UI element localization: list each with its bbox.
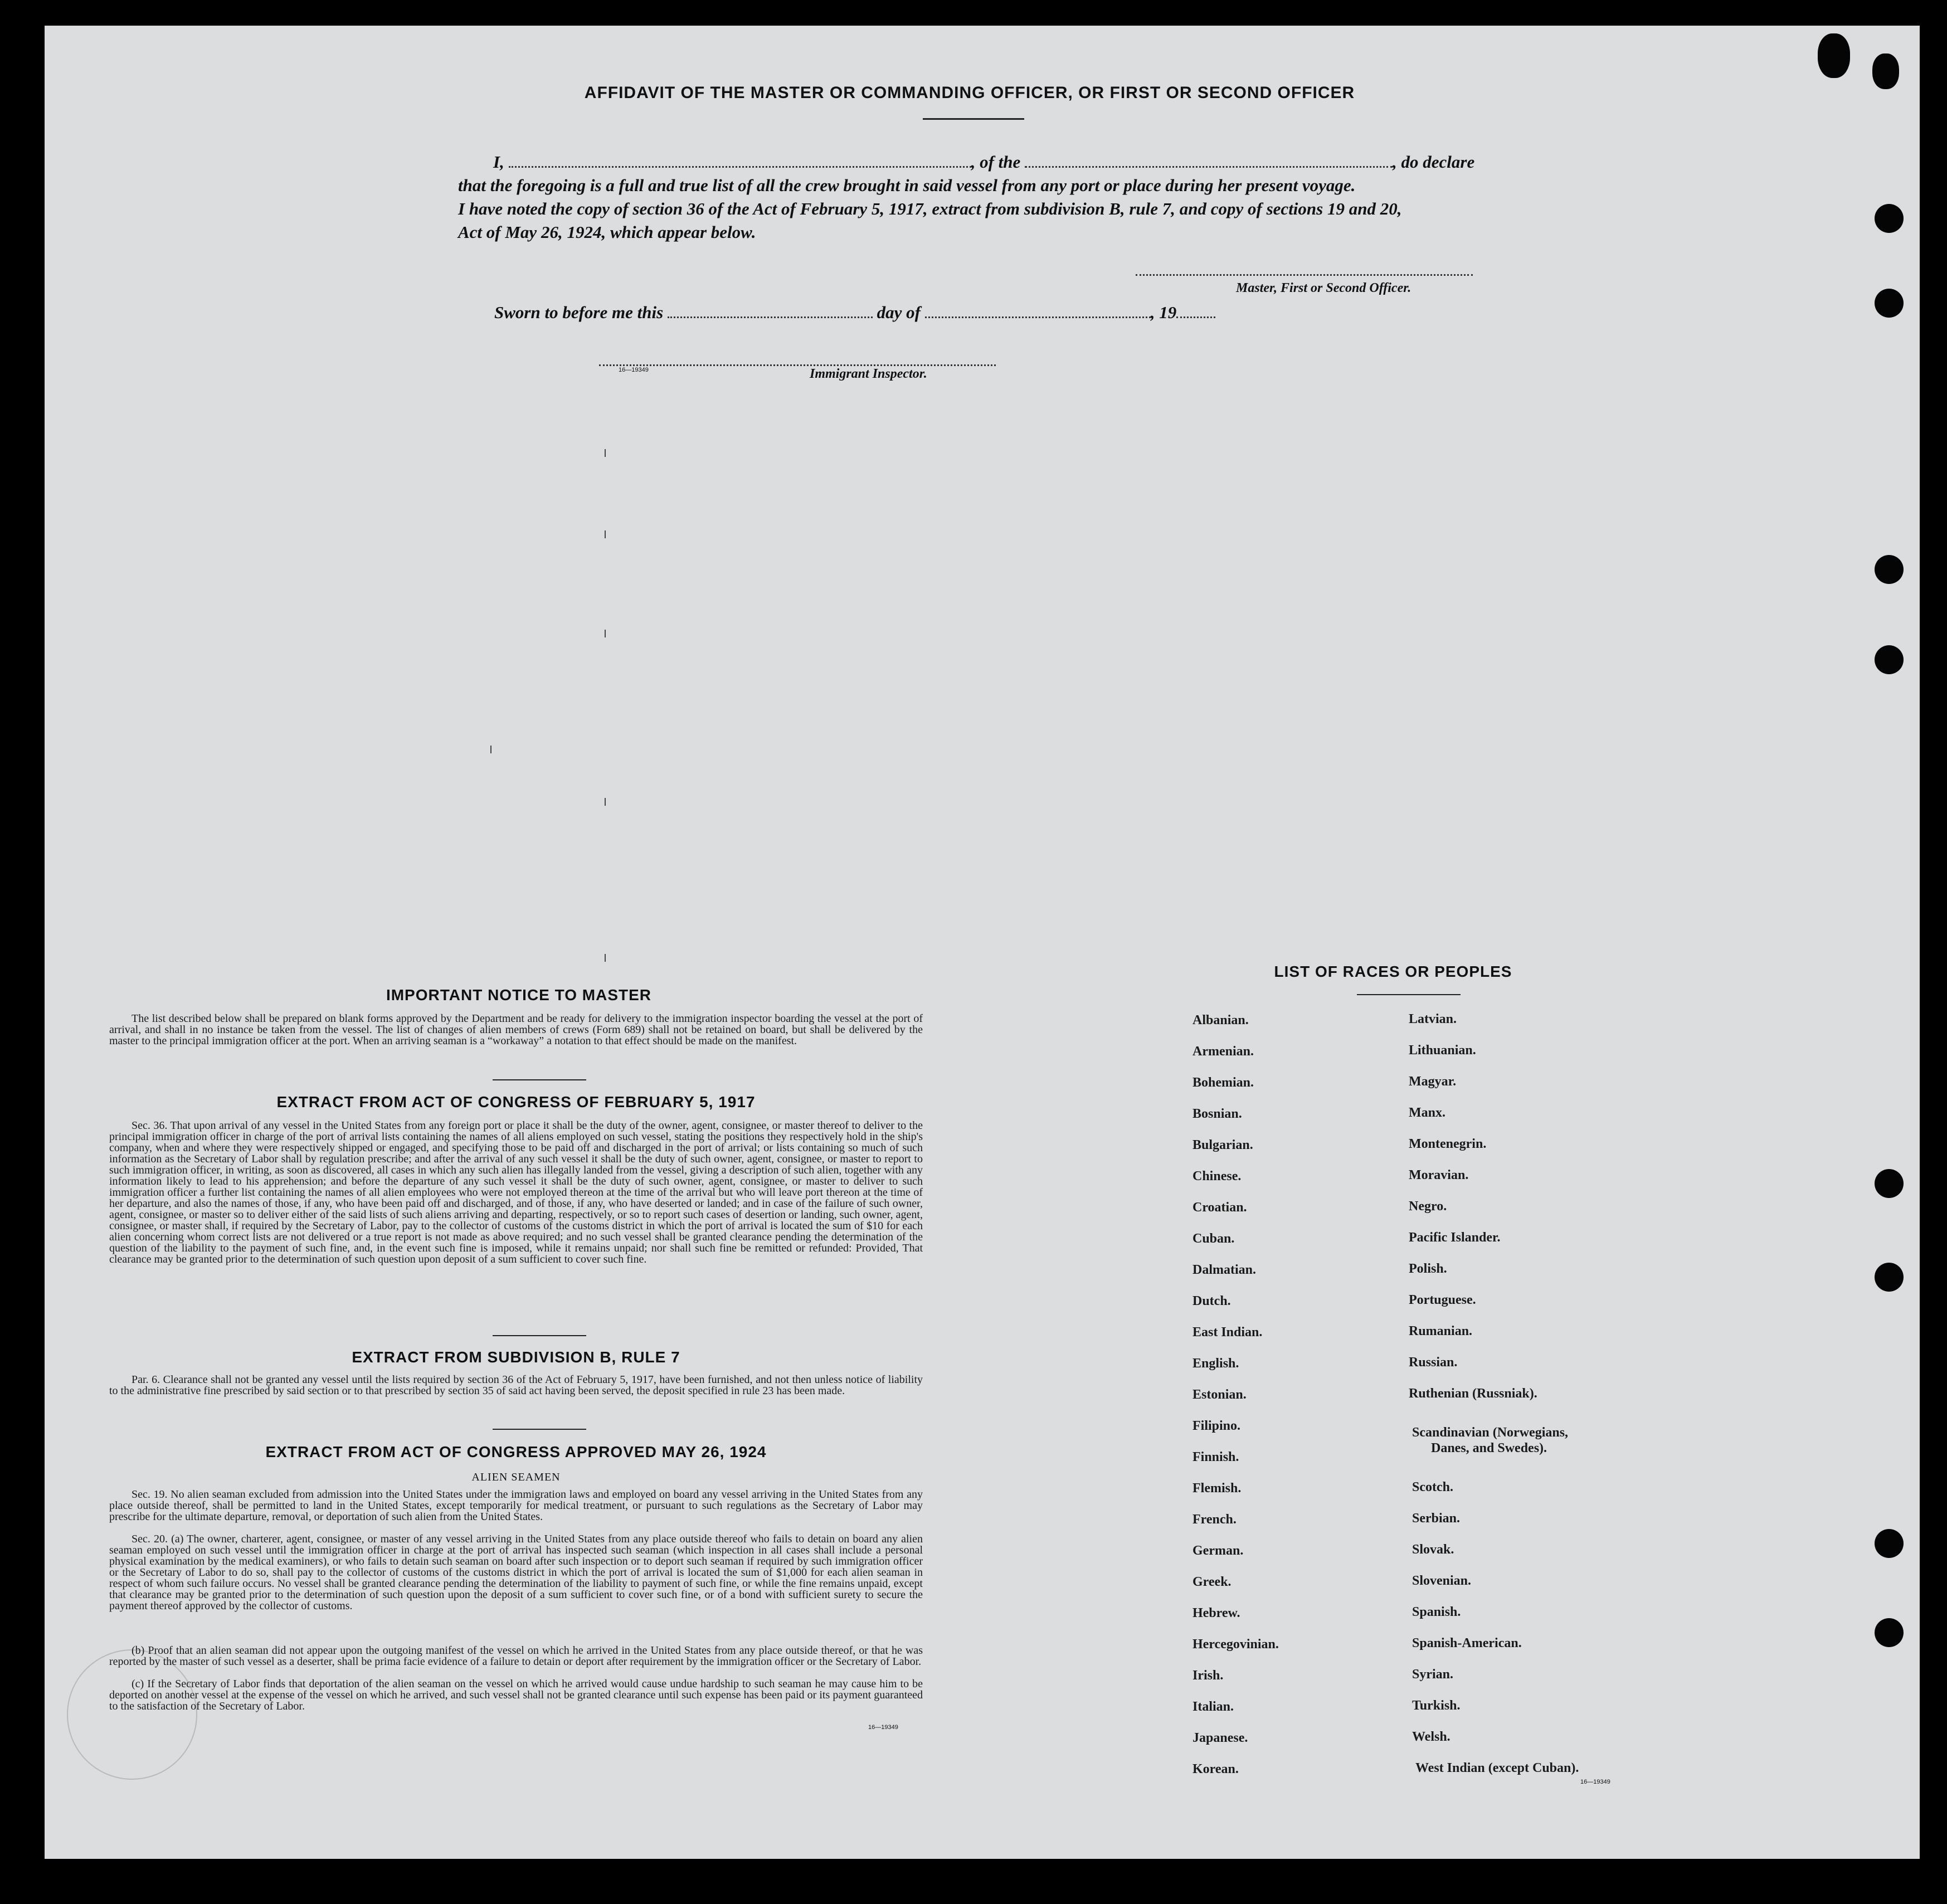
affidavit-declare-label: , do declare: [1393, 152, 1475, 172]
race-item: Bosnian.: [1192, 1107, 1242, 1121]
title-underline: [923, 118, 1024, 120]
inspector-signature-blank[interactable]: [599, 357, 996, 366]
race-item: Polish.: [1409, 1262, 1447, 1276]
binder-hole: [1875, 1263, 1904, 1292]
affidavit-line-1: [493, 150, 1474, 174]
race-item: Russian.: [1409, 1355, 1458, 1370]
race-item: Manx.: [1409, 1106, 1445, 1120]
race-item: Portuguese.: [1409, 1293, 1476, 1307]
sworn-label: Sworn to before me this: [494, 303, 664, 322]
binder-hole: [1875, 1529, 1904, 1558]
race-item: West Indian (except Cuban).: [1415, 1761, 1579, 1775]
affidavit-line-4: Act of May 26, 1924, which appear below.: [458, 222, 756, 242]
sec-19-body: Sec. 19. No alien seaman excluded from admission into the United States under the immigration laws and employed on board any vessel arriving in the United States from any place outside thereof, shall be permitted to land in the United States, except temporarily for medical treatment, or pursuant to such regulations as the Secretary of Labor may prescribe for the ultimate departure, removal, or deportation of such alien from the United States.: [109, 1488, 923, 1523]
races-heading: LIST OF RACES OR PEOPLES: [1274, 963, 1512, 980]
day-blank[interactable]: [668, 309, 873, 318]
race-item: Rumanian.: [1409, 1324, 1473, 1338]
race-item: Cuban.: [1192, 1231, 1235, 1246]
binder-hole: [1875, 645, 1904, 674]
faint-stamp: [67, 1649, 197, 1780]
race-item: East Indian.: [1192, 1325, 1263, 1340]
race-item: Dalmatian.: [1192, 1263, 1256, 1277]
mark: [605, 798, 606, 806]
race-item: Flemish.: [1192, 1481, 1242, 1496]
race-item: Hercegovinian.: [1192, 1637, 1279, 1652]
ink-blot: [1872, 53, 1899, 89]
vessel-blank[interactable]: [1025, 158, 1393, 168]
race-item: Spanish.: [1412, 1605, 1461, 1619]
race-item: Bulgarian.: [1192, 1138, 1253, 1152]
race-item: Slovenian.: [1412, 1574, 1472, 1588]
affidavit-title: AFFIDAVIT OF THE MASTER OR COMMANDING OFFICER, OR FIRST OR SECOND OFFICER: [584, 84, 1355, 102]
extract-1917-divider: [493, 1335, 586, 1336]
rule-7-divider: [493, 1429, 586, 1430]
mark: [605, 630, 606, 637]
sec-20c-body: (c) If the Secretary of Labor finds that deportation of the alien seaman on the vessel on which he arrived would cause undue hardship to such seaman he may cause him to be deported on another vessel at the expense of the vessel on which he arrived, and such vessel shall not be granted clearance until such expense has been paid or its payment guaranteed to the satisfaction of the Secretary of Labor.: [109, 1678, 923, 1712]
binder-hole: [1875, 1618, 1904, 1647]
race-item: Dutch.: [1192, 1294, 1231, 1308]
race-item: Scotch.: [1412, 1480, 1453, 1494]
race-item: Greek.: [1192, 1575, 1232, 1589]
binder-hole: [1875, 1169, 1904, 1198]
day-of-label: day of: [877, 303, 921, 322]
sworn-line: [494, 301, 1215, 324]
notice-body: The list described below shall be prepared on blank forms approved by the Department and be ready for delivery to the immigration inspector boarding the vessel at the port of arrival, and shall in no instance be taken from the vessel. The list of changes of alien members of crews (Form 689) shall not be retained on board, but shall be delivered by the master to the principal immigration officer at the port. When an arriving seaman is a “workaway” a notation to that effect should be made on the manifest.: [109, 1012, 923, 1047]
race-item: English.: [1192, 1356, 1239, 1371]
race-item: Pacific Islander.: [1409, 1230, 1501, 1245]
race-item: Bohemian.: [1192, 1075, 1254, 1090]
race-item: Italian.: [1192, 1700, 1234, 1714]
race-item: Hebrew.: [1192, 1606, 1240, 1620]
binder-hole: [1875, 289, 1904, 318]
mark: [605, 449, 606, 457]
notice-heading: IMPORTANT NOTICE TO MASTER: [386, 986, 652, 1004]
binder-hole: [1875, 555, 1904, 584]
race-item: Finnish.: [1192, 1450, 1239, 1464]
race-item: Croatian.: [1192, 1200, 1247, 1215]
form-number-bottom-left: 16—19349: [868, 1724, 898, 1731]
form-number-top: 16—19349: [619, 367, 649, 373]
form-number-bottom-right: 16—19349: [1580, 1779, 1610, 1785]
races-heading-underline: [1357, 994, 1461, 995]
notice-divider: [493, 1079, 586, 1080]
race-item: Latvian.: [1409, 1012, 1457, 1026]
race-item: Scandinavian (Norwegians,: [1412, 1425, 1569, 1440]
race-item: Spanish-American.: [1412, 1636, 1522, 1650]
race-item: German.: [1192, 1543, 1244, 1558]
signature-label: Master, First or Second Officer.: [1236, 281, 1411, 295]
race-item: Albanian.: [1192, 1013, 1249, 1028]
extract-1917-body: Sec. 36. That upon arrival of any vessel in the United States from any foreign port or place it shall be the duty of the owner, agent, consignee, or master thereof to deliver to the principal immigration officer in charge of the port of arrival lists containing the names of all aliens employed on such vessel, stating the positions they respectively hold in the ship's company, when and where they were respectively shipped or engaged, and specifying those to be paid off and discharged in the port of arrival; or lists containing so much of such information as the Secretary of Labor shall by regulation prescribe; and after the arrival of any such vessel it shall be the duty of such owner, agent, consignee, or master to report to such immigration officer, in writing, as soon as discovered, all cases in which any such alien has illegally landed from the vessel, giving a description of such alien, together with any information likely to lead to his apprehension; and before the departure of any such vessel it shall be the duty of such owner, agent, consignee, or master to deliver to such immigration officer a further list containing the names of all alien employees who were not employed thereon at the time of the arrival but who will leave port thereon at the time of her departure, and also the names of those, if any, who have been paid off and discharged, and of those, if any, who have deserted or landed; and in case of the failure of such owner, agent, consignee, or master so to deliver either of the said lists of such aliens arriving and departing, respectively, or so to report such cases of desertion or landing, such owner, agent, consignee, or master shall, if required by the Secretary of Labor, pay to the collector of customs of the customs district in which the port of arrival is located the sum of $10 for each alien concerning whom correct lists are not delivered or a true report is not made as above required; and no such vessel shall be granted clearance pending the determination of the question of the liability to the payment of such fine, and, in the event such fine is imposed, while it remains unpaid; nor shall such fine be remitted or refunded: Provided, That clearance may be granted prior to the determination of such question upon deposit of a sum sufficient to cover such fine.: [109, 1119, 923, 1265]
race-item: Magyar.: [1409, 1074, 1457, 1089]
race-item: Irish.: [1192, 1668, 1224, 1683]
race-item: Japanese.: [1192, 1731, 1248, 1745]
extract-1917-heading: EXTRACT FROM ACT OF CONGRESS OF FEBRUARY 5, 1917: [276, 1093, 756, 1111]
inspector-label: Immigrant Inspector.: [810, 367, 927, 381]
race-item: Korean.: [1192, 1762, 1239, 1776]
race-item: Moravian.: [1409, 1168, 1469, 1182]
rule-7-body: Par. 6. Clearance shall not be granted any vessel until the lists required by section 36 of the Act of February 5, 1917, have been furnished, and not then unless notice of liability to the administrative fine prescribed by said section or to that prescribed by section 35 of said act having been served, the deposit specified in rule 23 has been made.: [109, 1374, 923, 1397]
sec-20b-body: (b) Proof that an alien seaman did not appear upon the outgoing manifest of the vessel on which he arrived in the United States from any place outside thereof, or that he was reported by the master of such vessel as a deserter, shall be prima facie evidence of a failure to detain or deport after requirement by the immigration officer or the Secretary of Labor.: [109, 1644, 923, 1668]
race-item: Syrian.: [1412, 1667, 1454, 1682]
rule-7-heading: EXTRACT FROM SUBDIVISION B, RULE 7: [352, 1348, 680, 1366]
mark: [605, 530, 606, 538]
race-item: Turkish.: [1412, 1698, 1461, 1713]
sec-20a-body: Sec. 20. (a) The owner, charterer, agent, consignee, or master of any vessel arriving in the United States from any place outside thereof who fails to detain on board any alien seaman employed on such vessel until the immigration officer in charge at the port of arrival has inspected such seaman (which inspection in all cases shall include a personal physical examination by the medical examiners), or who fails to detain such seaman on board after such inspection or to deport such seaman if required by such immigration officer or the Secretary of Labor to do so, shall pay to the collector of customs of the customs district in which the port of arrival is located the sum of $1,000 for each alien seaman in respect of whom such failure occurs. No vessel shall be granted clearance pending the determination of the liability to payment of such fine, or while the fine remains unpaid, except that clearance may be granted prior to the determination of such question upon the deposit of a sum sufficient to cover such fine, or of a bond with sufficient surety to secure the payment thereof approved by the collector of customs.: [109, 1533, 923, 1612]
race-item: Welsh.: [1412, 1730, 1450, 1744]
binder-hole: [1875, 204, 1904, 233]
mark: [490, 746, 491, 753]
race-item: Estonian.: [1192, 1387, 1247, 1402]
month-blank[interactable]: [925, 309, 1151, 318]
name-blank[interactable]: [509, 158, 971, 168]
ink-blot: [1818, 33, 1850, 78]
affidavit-of-label: , of the: [971, 152, 1021, 172]
alien-seamen-subheading: ALIEN SEAMEN: [471, 1471, 561, 1483]
year-label: , 19: [1150, 303, 1177, 322]
year-blank[interactable]: [1176, 309, 1215, 318]
race-item: Negro.: [1409, 1199, 1447, 1214]
extract-1924-heading: EXTRACT FROM ACT OF CONGRESS APPROVED MAY 26, 1924: [265, 1443, 767, 1460]
affidavit-line-2: that the foregoing is a full and true list of all the crew brought in said vessel from any port or place during her present voyage.: [458, 176, 1356, 195]
race-item: Chinese.: [1192, 1169, 1242, 1184]
race-item: Filipino.: [1192, 1419, 1241, 1433]
race-item: Slovak.: [1412, 1542, 1454, 1557]
mark: [605, 954, 606, 962]
race-item: Danes, and Swedes).: [1431, 1441, 1547, 1455]
race-item: Ruthenian (Russniak).: [1409, 1386, 1537, 1401]
affidavit-line-3: I have noted the copy of section 36 of the Act of February 5, 1917, extract from subdivision B, rule 7, and copy of sections 19 and 20,: [458, 199, 1402, 218]
signature-blank[interactable]: [1136, 266, 1473, 276]
race-item: Montenegrin.: [1409, 1137, 1487, 1151]
race-item: Lithuanian.: [1409, 1043, 1476, 1058]
race-item: Serbian.: [1412, 1511, 1461, 1526]
race-item: French.: [1192, 1512, 1237, 1527]
affidavit-i-label: I,: [493, 152, 504, 172]
race-item: Armenian.: [1192, 1044, 1254, 1059]
